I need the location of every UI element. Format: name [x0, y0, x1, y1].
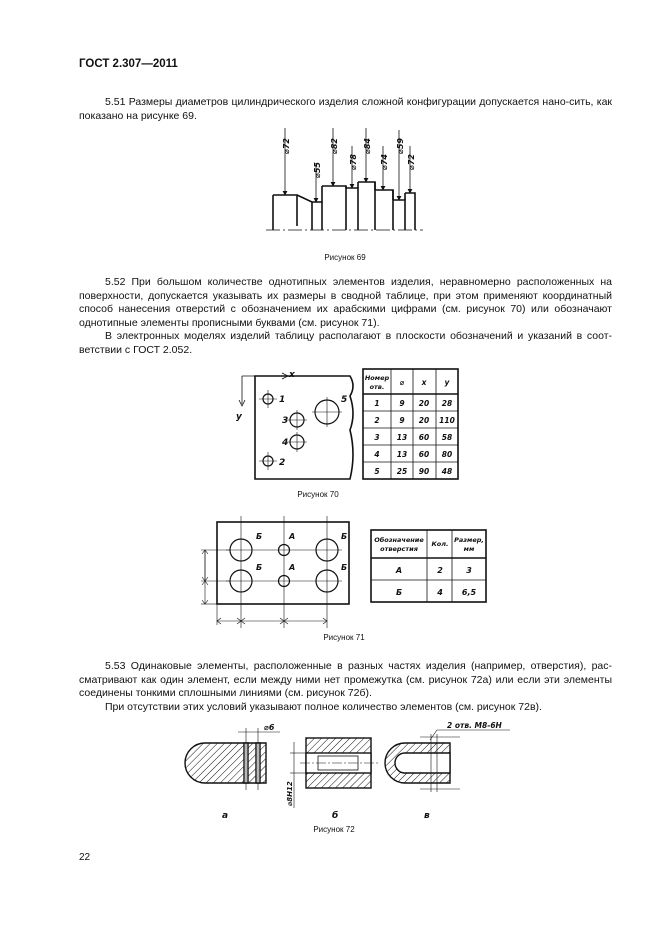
- fig70-table-cell: 60: [418, 433, 430, 442]
- fig70-table-cell: 48: [441, 467, 453, 476]
- figure-70-drawing: [0, 364, 661, 484]
- fig71-label-2: А: [289, 532, 296, 541]
- fig70-table-cell: 3: [374, 433, 380, 442]
- svg-text:отверстия: отверстия: [380, 545, 418, 553]
- fig71-label-4: Б: [256, 563, 263, 572]
- fig72-sub-a: а: [222, 811, 229, 821]
- paragraph-5-52-b: В электронных моделях изделий таблицу располагают в плоскости обозначений и указаний в соот-ветствии с ГОСТ 2.052.: [79, 330, 612, 356]
- fig69-dim-6: ⌀74: [380, 154, 389, 170]
- fig71-table-cell: 6,5: [461, 588, 477, 597]
- fig71-table-cell: 4: [437, 588, 443, 597]
- figure-71-caption: Рисунок 71: [323, 633, 365, 642]
- fig69-dim-3: ⌀82: [330, 138, 339, 154]
- fig71-table-cell: 2: [437, 566, 443, 575]
- fig72-sub-c: в: [424, 811, 430, 821]
- fig69-dim-4: ⌀78: [349, 154, 358, 170]
- fig70-table-cell: 13: [396, 450, 408, 459]
- figure-69-caption: Рисунок 69: [324, 253, 366, 262]
- fig70-table-cell: 60: [418, 450, 430, 459]
- fig71-table-cell: 3: [466, 566, 472, 575]
- fig70-table-cell: 80: [441, 450, 453, 459]
- fig71-table-cell: А: [395, 566, 403, 575]
- svg-text:отв.: отв.: [369, 383, 385, 391]
- fig70-th-1: ⌀: [399, 378, 405, 387]
- fig70-table-cell: 110: [439, 416, 455, 425]
- fig69-dim-8: ⌀72: [407, 154, 416, 170]
- fig70-hole-1: 1: [279, 395, 286, 405]
- paragraph-5-52: 5.52 При большом количестве однотипных элементов изделия, неравномерно расположенных на поверхности, допускается указывать их размеры в сводной таблице, при этом применяют координатный способ нанесения отверстий с обозначением их арабскими цифрами (см. рисунок 70) или обозначают однотипные элементы прописными буквами (см. рисунок 71).: [79, 276, 612, 329]
- fig70-table-cell: 28: [441, 399, 453, 408]
- fig71-label-6: Б: [341, 563, 348, 572]
- paragraph-5-51: 5.51 Размеры диаметров цилиндрического изделия сложной конфигурации допускается нано-сить, как показано на рисунке 69.: [79, 96, 612, 122]
- fig70-table-cell: 13: [396, 433, 408, 442]
- fig71-label-5: А: [289, 563, 296, 572]
- figure-71-drawing: [0, 513, 661, 633]
- fig71-th-1: Кол.: [431, 540, 449, 548]
- fig70-hole-5: 5: [341, 395, 348, 405]
- fig72-dim-b: ⌀8H12: [286, 781, 294, 806]
- fig70-table-cell: 25: [396, 467, 408, 476]
- fig70-table-cell: 20: [418, 416, 430, 425]
- fig70-th-num: Номер: [364, 374, 390, 382]
- fig70-table-cell: 58: [441, 433, 453, 442]
- fig69-dim-7: ⌀59: [396, 138, 405, 154]
- fig70-hole-3: 3: [282, 416, 289, 426]
- document-header: ГОСТ 2.307—2011: [79, 58, 178, 70]
- fig70-th-2: x: [421, 378, 427, 387]
- fig72-sub-b: б: [332, 811, 339, 821]
- paragraph-5-53: 5.53 Одинаковые элементы, расположенные в разных частях изделия (например, отверстия), рас-сматривают как один элемент, если между ними нет промежутка (см. рисунок 72а) или если эти элементы соединены тонкими сплошными линиями (см. рисунок 72б).: [79, 660, 612, 700]
- fig70-table-cell: 5: [374, 467, 380, 476]
- fig71-table-cell: Б: [395, 588, 403, 597]
- figure-72-drawing: [0, 720, 661, 830]
- fig69-dim-1: ⌀72: [282, 138, 291, 154]
- fig70-hole-2: 2: [279, 458, 286, 468]
- svg-text:мм: мм: [463, 545, 475, 553]
- page-number: 22: [79, 852, 91, 863]
- fig70-axis-x: x: [289, 370, 295, 380]
- fig69-dim-2: ⌀55: [313, 162, 322, 178]
- fig70-table-cell: 4: [374, 450, 380, 459]
- figure-70-caption: Рисунок 70: [297, 490, 339, 499]
- fig70-axis-y: y: [236, 412, 242, 422]
- figure-69-drawing: [0, 118, 661, 258]
- fig71-th-2a: Размер,: [454, 536, 484, 544]
- fig70-hole-4: 4: [282, 438, 289, 448]
- fig69-dim-5: ⌀84: [363, 138, 372, 154]
- fig70-th-3: y: [444, 378, 450, 387]
- fig70-table-cell: 20: [418, 399, 430, 408]
- fig72-dim-a: ⌀6: [264, 723, 275, 732]
- fig71-th-0a: Обозначение: [374, 536, 424, 544]
- figure-72-caption: Рисунок 72: [313, 825, 355, 834]
- fig70-table-cell: 90: [418, 467, 430, 476]
- fig70-table-cell: 9: [399, 399, 405, 408]
- fig71-label-1: Б: [256, 532, 263, 541]
- fig71-label-3: Б: [341, 532, 348, 541]
- fig72-dim-c: 2 отв. М8-6Н: [447, 721, 502, 730]
- fig70-table-cell: 2: [374, 416, 380, 425]
- fig70-table-cell: 9: [399, 416, 405, 425]
- paragraph-5-53-b: При отсутствии этих условий указывают полное количество элементов (см. рисунок 72в).: [105, 701, 542, 713]
- fig70-table-cell: 1: [374, 399, 380, 408]
